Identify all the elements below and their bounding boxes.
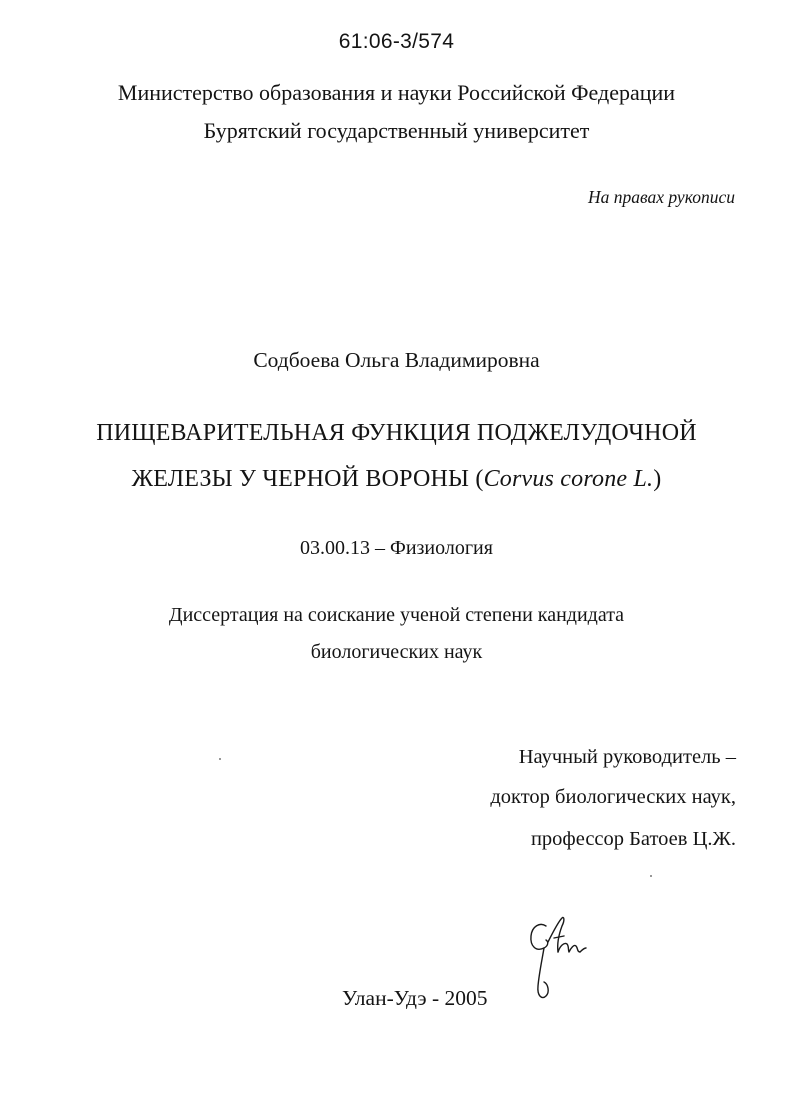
degree-line-2: биологических наук — [310, 641, 483, 663]
archive-stamp-number: 61:06-3/574 — [338, 30, 455, 53]
author-name: Содбоева Ольга Владимировна — [253, 348, 540, 372]
scan-speck — [219, 758, 221, 760]
supervisor-name: профессор Батоев Ц.Ж. — [530, 828, 736, 850]
thesis-title-prefix: ЖЕЛЕЗЫ У ЧЕРНОЙ ВОРОНЫ ( — [131, 466, 484, 492]
thesis-title-line-1: ПИЩЕВАРИТЕЛЬНАЯ ФУНКЦИЯ ПОДЖЕЛУДОЧНОЙ — [96, 420, 697, 446]
manuscript-note: На правах рукописи — [588, 187, 735, 207]
ministry-name: Министерство образования и науки Российской Федерации — [117, 80, 676, 105]
thesis-title-suffix: ) — [653, 466, 662, 492]
specialty-code: 03.00.13 – Физиология — [300, 537, 493, 559]
university-name: Бурятский государственный университет — [203, 118, 590, 143]
supervisor-role: Научный руководитель – — [518, 746, 736, 768]
species-latin-name: Corvus corone L. — [483, 466, 654, 492]
scan-speck — [650, 875, 652, 877]
supervisor-degree: доктор биологических наук, — [490, 786, 736, 808]
degree-line-1: Диссертация на соискание ученой степени кандидата — [168, 604, 625, 626]
handwritten-signature-icon — [524, 912, 590, 1004]
thesis-title-line-2 — [0, 466, 793, 493]
place-and-year: Улан-Удэ - 2005 — [342, 986, 488, 1010]
